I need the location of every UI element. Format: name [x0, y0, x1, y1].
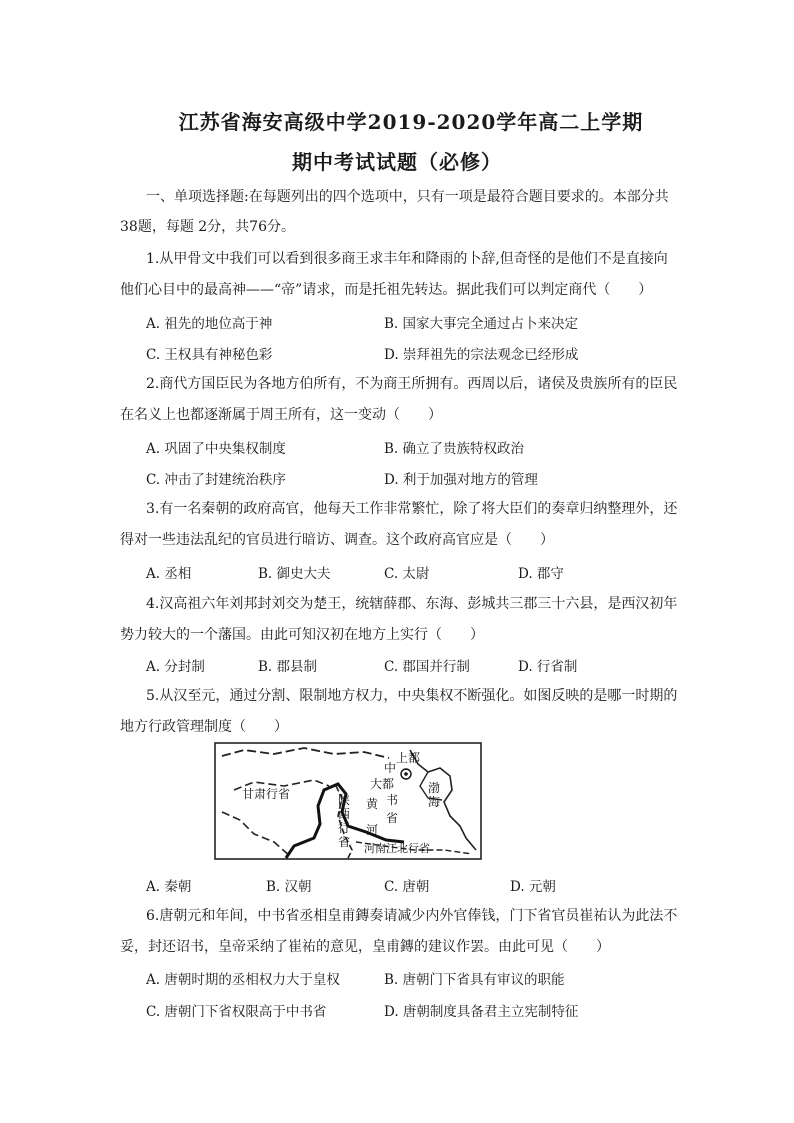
question-4-stem-line1: 4.汉高祖六年刘邦封刘交为楚王，统辖薛郡、东海、彭城共三郡三十六县，是西汉初年	[146, 596, 678, 612]
question-4-option-b: B. 郡县制	[258, 659, 318, 675]
label-shaanxi-2: 西	[338, 807, 351, 821]
question-4-option-c: C. 郡国并行制	[384, 659, 470, 675]
question-3-stem-line2: 得对一些违法乱纪的官员进行暗访、调查。这个政府高官应是（ ）	[120, 532, 554, 548]
question-5-option-b: B. 汉朝	[266, 879, 312, 895]
question-3-option-d: D. 郡守	[518, 566, 564, 582]
question-6-option-b: B. 唐朝门下省具有审议的职能	[384, 972, 565, 988]
question-1-option-d: D. 崇拜祖先的宗法观念已经形成	[384, 347, 579, 363]
question-6-option-a: A. 唐朝时期的丞相权力大于皇权	[146, 972, 340, 988]
question-4-stem-line2: 势力较大的一个藩国。由此可知汉初在地方上实行（ ）	[120, 627, 484, 643]
label-huanghe-2: 河	[366, 823, 379, 837]
exam-title-line2: 期中考试试题（必修）	[292, 150, 502, 174]
question-2-stem-line2: 在名义上也都逐渐属于周王所有，这一变动（ ）	[120, 407, 442, 423]
label-shaanxi-3: 行	[338, 821, 351, 835]
question-1-option-b: B. 国家大事完全通过占卜来决定	[384, 316, 579, 332]
section-intro-line2: 38题，每题 2分，共76分。	[120, 219, 295, 235]
question-1-stem-line1: 1.从甲骨文中我们可以看到很多商王求丰年和降雨的卜辞,但奇怪的是他们不是直接向	[146, 251, 668, 267]
label-zhongshu-3: 省	[386, 811, 399, 825]
question-2-option-d: D. 利于加强对地方的管理	[384, 472, 538, 488]
label-gansu: 甘肃行省	[242, 787, 291, 801]
question-6-stem-line2: 妥，封还诏书，皇帝采纳了崔祐的意见，皇甫鏄的建议作罢。由此可见（ ）	[120, 939, 610, 955]
question-6-stem-line1: 6.唐朝元和年间，中书省丞相皇甫鏄奏请减少内外官俸钱，门下省官员崔祐认为此法不	[146, 908, 678, 924]
dadu-capital-dot	[404, 772, 408, 776]
question-1-option-a: A. 祖先的地位高于神	[146, 316, 273, 332]
question-3-option-c: C. 太尉	[384, 566, 430, 582]
question-5-option-c: C. 唐朝	[384, 879, 430, 895]
question-5-option-a: A. 秦朝	[146, 879, 192, 895]
label-bohai-2: 海	[428, 795, 441, 809]
label-zhongshu-2: 书	[386, 793, 399, 807]
question-1-stem-line2: 他们心目中的最高神——“帝”请求，而是托祖先转达。据此我们可以判定商代（ ）	[120, 282, 653, 298]
label-zhongshu-1: 中	[384, 761, 397, 775]
question-6-option-d: D. 唐朝制度具备君主立宪制特征	[384, 1004, 579, 1020]
question-4-option-a: A. 分封制	[146, 659, 205, 675]
section-intro-line1: 一、单项选择题:在每题列出的四个选项中，只有一项是最符合题目要求的。本部分共	[146, 189, 669, 205]
question-4-option-d: D. 行省制	[518, 659, 578, 675]
label-bohai-1: 渤	[428, 781, 441, 795]
question-2-option-a: A. 巩固了中央集权制度	[146, 441, 286, 457]
question-3-stem-line1: 3.有一名秦朝的政府高官，他每天工作非常繁忙，除了将大臣们的奏章归纳整理外，还	[146, 501, 678, 517]
question-3-option-a: A. 丞相	[146, 566, 192, 582]
question-6-option-c: C. 唐朝门下省权限高于中书省	[146, 1004, 327, 1020]
label-dadu: 大都	[370, 777, 395, 791]
label-shaanxi-4: 省	[338, 835, 351, 849]
question-2-option-b: B. 确立了贵族特权政治	[384, 441, 525, 457]
label-shaanxi-1: 陕	[338, 793, 351, 807]
question-2-stem-line1: 2.商代方国臣民为各地方伯所有，不为商王所拥有。西周以后，诸侯及贵族所有的臣民	[146, 376, 678, 392]
label-huanghe-1: 黄	[366, 797, 379, 811]
label-shangdu: 上都	[396, 751, 421, 765]
question-2-option-c: C. 冲击了封建统治秩序	[146, 472, 286, 488]
question-5-option-d: D. 元朝	[510, 879, 556, 895]
question-1-option-c: C. 王权具有神秘色彩	[146, 347, 273, 363]
label-henan: 河南江北行省	[364, 842, 430, 855]
yuan-provinces-map	[214, 742, 482, 860]
question-5-stem-line1: 5.从汉至元，通过分割、限制地方权力，中央集权不断强化。如图反映的是哪一时期的	[146, 688, 678, 704]
question-5-stem-line2: 地方行政管理制度（ ）	[120, 719, 288, 735]
exam-title-line1: 江苏省海安高级中学2019-2020学年高二上学期	[178, 110, 644, 134]
question-3-option-b: B. 御史大夫	[258, 566, 331, 582]
